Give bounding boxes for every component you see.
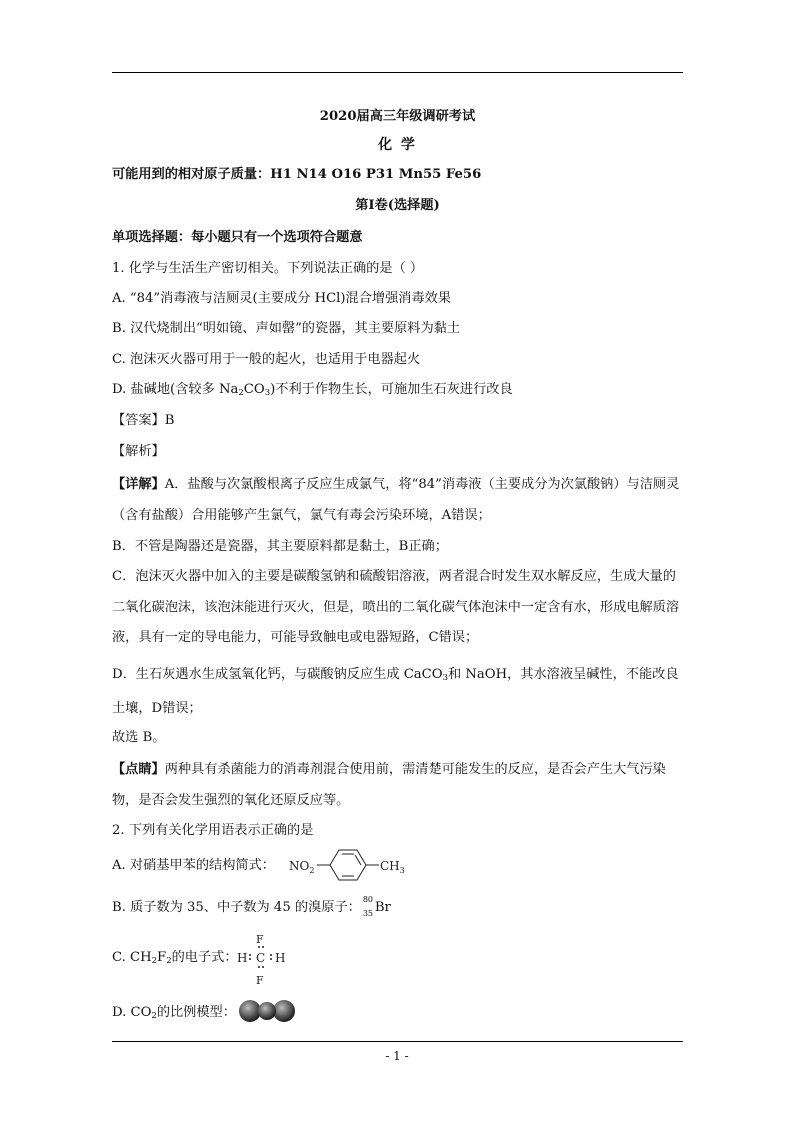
volume-title: 第Ⅰ卷(选择题) [355,198,440,213]
ch3-label: $CH_3$ [380,859,405,875]
page-number: - 1 - [385,1049,409,1063]
q2-stem: 2. 下列有关化学用语表示正确的是 [112,823,314,838]
oxygen-atom-right [273,1000,295,1022]
top-f: F [256,933,264,946]
co2-space-filling-model [238,998,296,1024]
q1-option-a: A. “84”消毒液与洁厕灵(主要成分 HCl)混合增强消毒效果 [112,291,452,306]
q1-detail-d [112,660,683,724]
q2-option-d-pre: D. CO [112,1005,152,1020]
q1-answer: 【答案】B [112,413,175,428]
center-c: C [256,951,266,965]
q1-option-d-post: )不利于作物生长，可施加生石灰进行改良 [270,382,513,397]
bottom-f: F [256,974,264,986]
q1-option-c: C. 泡沫灭火器可用于一般的起火，也适用于电器起火 [112,352,421,367]
q1-detail-a [112,470,683,531]
exam-title: 2020届高三年级调研考试 [319,109,476,124]
subject-title: 化 学 [378,137,417,153]
q2-option-d-post: 的比例模型： [156,1005,236,1020]
section-title: 单项选择题：每小题只有一个选项符合题意 [112,230,363,245]
element-symbol: Br [374,900,391,915]
bottom-rule [112,1041,683,1042]
mass-number: 80 [362,895,374,904]
q1-detail-d-post: 和 NaOH，其水溶液呈碱性，不能改良土壤，D错误； [112,667,679,716]
q1-option-b: B. 汉代烧制出“明如镜、声如罄”的瓷器，其主要原料为黏土 [112,321,461,336]
q1-detail-d-pre: D．生石灰遇水生成氢氧化钙，与碳酸钠反应生成 CaCO [112,667,443,682]
q2-option-c: C. $CH_2F_2$的电子式： [112,950,238,966]
q1-option-d [112,381,513,402]
atomic-number: 35 [362,909,374,918]
q2-option-a [112,857,275,875]
q1-conclusion: 故选 B。 [112,730,166,745]
q1-analysis-label: 【解析】 [112,444,165,459]
atomic-masses: 可能用到的相对原子质量：H1 N14 O16 P31 Mn55 Fe56 [112,167,482,182]
q2-option-b [112,895,391,918]
q2-option-c-pre: C. CH [112,950,152,965]
nuclide-notation [361,895,375,918]
q2-option-d: D. $CO_2$的比例模型： [112,1005,236,1021]
q1-option-d-mid: CO [243,382,265,397]
q1-detail-d-sub: 3 [442,673,448,683]
q1-detail-a-text: A．盐酸与次氯酸根离子反应生成氯气，将“84”消毒液（主要成分为次氯酸钠）与洁厕灵（含有盐酸）合用能够产生氯气，氯气有毒会污染环境，A错误； [112,477,680,523]
q1-tip [112,755,683,816]
right-h: H [275,951,286,965]
left-h: H [237,951,248,965]
q1-stem: 1. 化学与生活生产密切相关。下列说法正确的是（ ） [112,261,424,276]
no2-label: $NO_2$ [289,859,315,875]
q1-detail-label: 【详解】 [112,477,165,492]
q2-option-a-text: A. 对硝基甲苯的结构简式： [112,858,275,873]
q1-option-d-pre: D. 盐碱地(含较多 Na [112,382,239,397]
q1-option-d-sub2: 3 [264,388,271,398]
q2-option-b-text: B. 质子数为 35、中子数为 45 的溴原子： [112,900,361,915]
oxygen-atom-left [239,1000,261,1022]
q1-tip-label: 【点睛】 [112,762,165,777]
q1-option-d-sub1: 2 [238,388,244,398]
carbon-atom [258,1002,276,1020]
q1-tip-text: 两种具有杀菌能力的消毒剂混合使用前，需清楚可能发生的反应，是否会产生大气污染物，是否会发生强烈的氧化还原反应等。 [112,762,666,808]
p-nitrotoluene-structure [287,846,412,884]
top-rule [112,72,683,73]
q2-option-c-post: 的电子式： [171,950,238,965]
ch2f2-electron-formula [234,932,294,986]
q1-detail-b: B．不管是陶器还是瓷器，其主要原料都是黏土，B正确； [112,539,448,554]
q1-detail-c: C．泡沫灭火器中加入的主要是碳酸氢钠和硫酸铝溶液，两者混合时发生双水解反应，生成大量的二氧化碳泡沫，该泡沫能进行灭火，但是，喷出的二氧化碳气体泡沫中一定含有水，形成电解质溶液，具有一定的导电能力，可能导致触电或电器短路，C错误； [112,569,680,645]
